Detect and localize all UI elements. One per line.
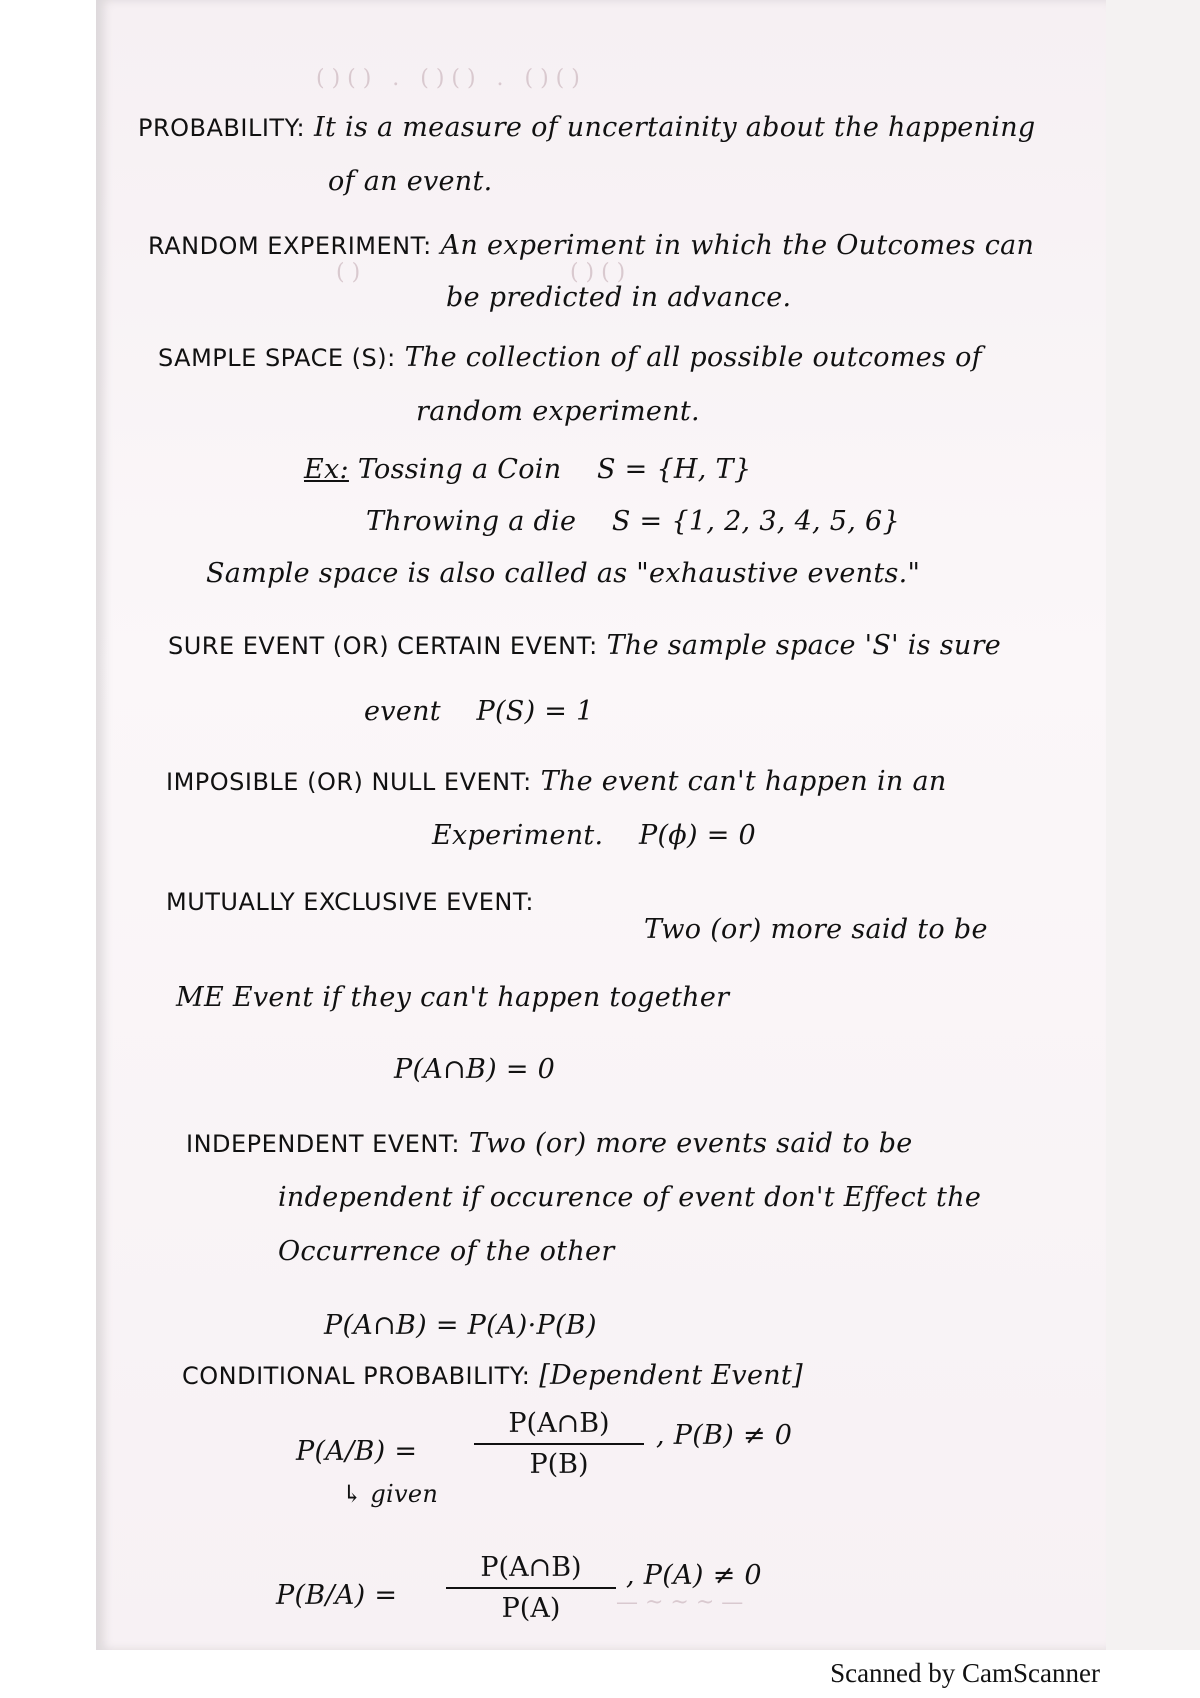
probability-definition-line2: of an event. <box>328 166 493 197</box>
sample-space-example-1 <box>304 454 751 485</box>
conditional-formula-1-fraction <box>474 1408 644 1480</box>
impossible-event-definition-line1: The event can't happen in an <box>540 766 947 797</box>
impossible-event-heading: IMPOSIBLE (OR) NULL EVENT: <box>166 768 532 796</box>
mutually-exclusive-definition-line1: Two (or) more said to be <box>644 914 988 945</box>
conditional-formula-2-fraction <box>446 1552 616 1624</box>
independent-event-definition-line3: Occurrence of the other <box>278 1236 615 1267</box>
impossible-event-row <box>166 766 947 797</box>
conditional-formula-1-lhs: P(A/B) = <box>296 1436 418 1467</box>
conditional-formula-1-condition: , P(B) ≠ 0 <box>656 1420 793 1451</box>
example-1-set: S = {H, T} <box>596 454 752 485</box>
sample-space-note: Sample space is also called as "exhaustive events." <box>206 558 921 589</box>
sure-event-definition-line2: event <box>364 696 441 727</box>
conditional-formula-2-lhs: P(B/A) = <box>276 1580 398 1611</box>
mutually-exclusive-formula: P(A∩B) = 0 <box>394 1054 556 1085</box>
independent-event-row <box>186 1128 913 1159</box>
random-experiment-heading: RANDOM EXPERIMENT: <box>148 232 432 260</box>
sample-space-definition-line1: The collection of all possible outcomes of <box>404 342 982 373</box>
example-1-text: Tossing a Coin <box>357 454 562 485</box>
random-experiment-definition-line1: An experiment in which the Outcomes can <box>440 230 1035 261</box>
conditional-probability-note: [Dependent Event] <box>539 1360 803 1391</box>
random-experiment-row <box>148 230 1034 261</box>
conditional-formula-2-condition: , P(A) ≠ 0 <box>626 1560 762 1591</box>
random-experiment-definition-line2: be predicted in advance. <box>446 282 792 313</box>
conditional-probability-heading: CONDITIONAL PROBABILITY: <box>182 1362 531 1390</box>
sample-space-row <box>158 342 982 373</box>
notebook-page <box>96 0 1106 1650</box>
conditional-probability-row <box>182 1360 803 1391</box>
probability-heading: PROBABILITY: <box>138 114 306 142</box>
bleed-through-mark: — ~ ~ ~ — <box>616 1590 744 1615</box>
independent-event-heading: INDEPENDENT EVENT: <box>186 1130 460 1158</box>
independent-event-formula: P(A∩B) = P(A)·P(B) <box>324 1310 597 1341</box>
example-2-set: S = {1, 2, 3, 4, 5, 6} <box>611 506 901 537</box>
sure-event-row <box>168 630 1001 661</box>
mutually-exclusive-heading: MUTUALLY EXCLUSIVE EVENT: <box>166 888 534 916</box>
scan-margin-left <box>0 0 96 1650</box>
bleed-through-mark: ( ) ( ) . ( ) ( ) . ( ) ( ) <box>316 66 580 91</box>
sure-event-heading: SURE EVENT (OR) CERTAIN EVENT: <box>168 632 598 660</box>
fraction-bar <box>474 1443 644 1445</box>
independent-event-definition-line2: independent if occurence of event don't Effect the <box>278 1182 982 1213</box>
impossible-event-line2 <box>432 820 756 851</box>
sure-event-formula: P(S) = 1 <box>476 696 594 727</box>
sample-space-heading: SAMPLE SPACE (S): <box>158 344 396 372</box>
sure-event-definition-line1: The sample space 'S' is sure <box>606 630 1002 661</box>
camscanner-footer: Scanned by CamScanner <box>830 1658 1100 1688</box>
sample-space-definition-line2: random experiment. <box>416 396 700 427</box>
mutually-exclusive-definition-line2: ME Event if they can't happen together <box>176 982 730 1013</box>
example-2-text: Throwing a die <box>366 506 577 537</box>
example-label: Ex: <box>304 454 349 485</box>
impossible-event-definition-line2: Experiment. <box>432 820 604 851</box>
independent-event-definition-line1: Two (or) more events said to be <box>468 1128 913 1159</box>
probability-definition-line1: It is a measure of uncertainity about the happening <box>314 112 1036 143</box>
conditional-formula-2-numerator: P(A∩B) <box>480 1552 582 1583</box>
conditional-formula-1-numerator: P(A∩B) <box>508 1408 610 1439</box>
impossible-event-formula: P(ϕ) = 0 <box>638 820 756 851</box>
sample-space-example-2 <box>366 506 900 537</box>
bleed-through-mark: ( ) ( ) ( ) <box>336 260 626 285</box>
conditional-formula-1-denominator: P(B) <box>529 1449 589 1480</box>
sure-event-line2 <box>364 696 594 727</box>
fraction-bar <box>446 1587 616 1589</box>
conditional-formula-2-denominator: P(A) <box>501 1593 561 1624</box>
probability-row <box>138 112 1035 143</box>
conditional-formula-1-given: ↳ given <box>342 1480 439 1508</box>
